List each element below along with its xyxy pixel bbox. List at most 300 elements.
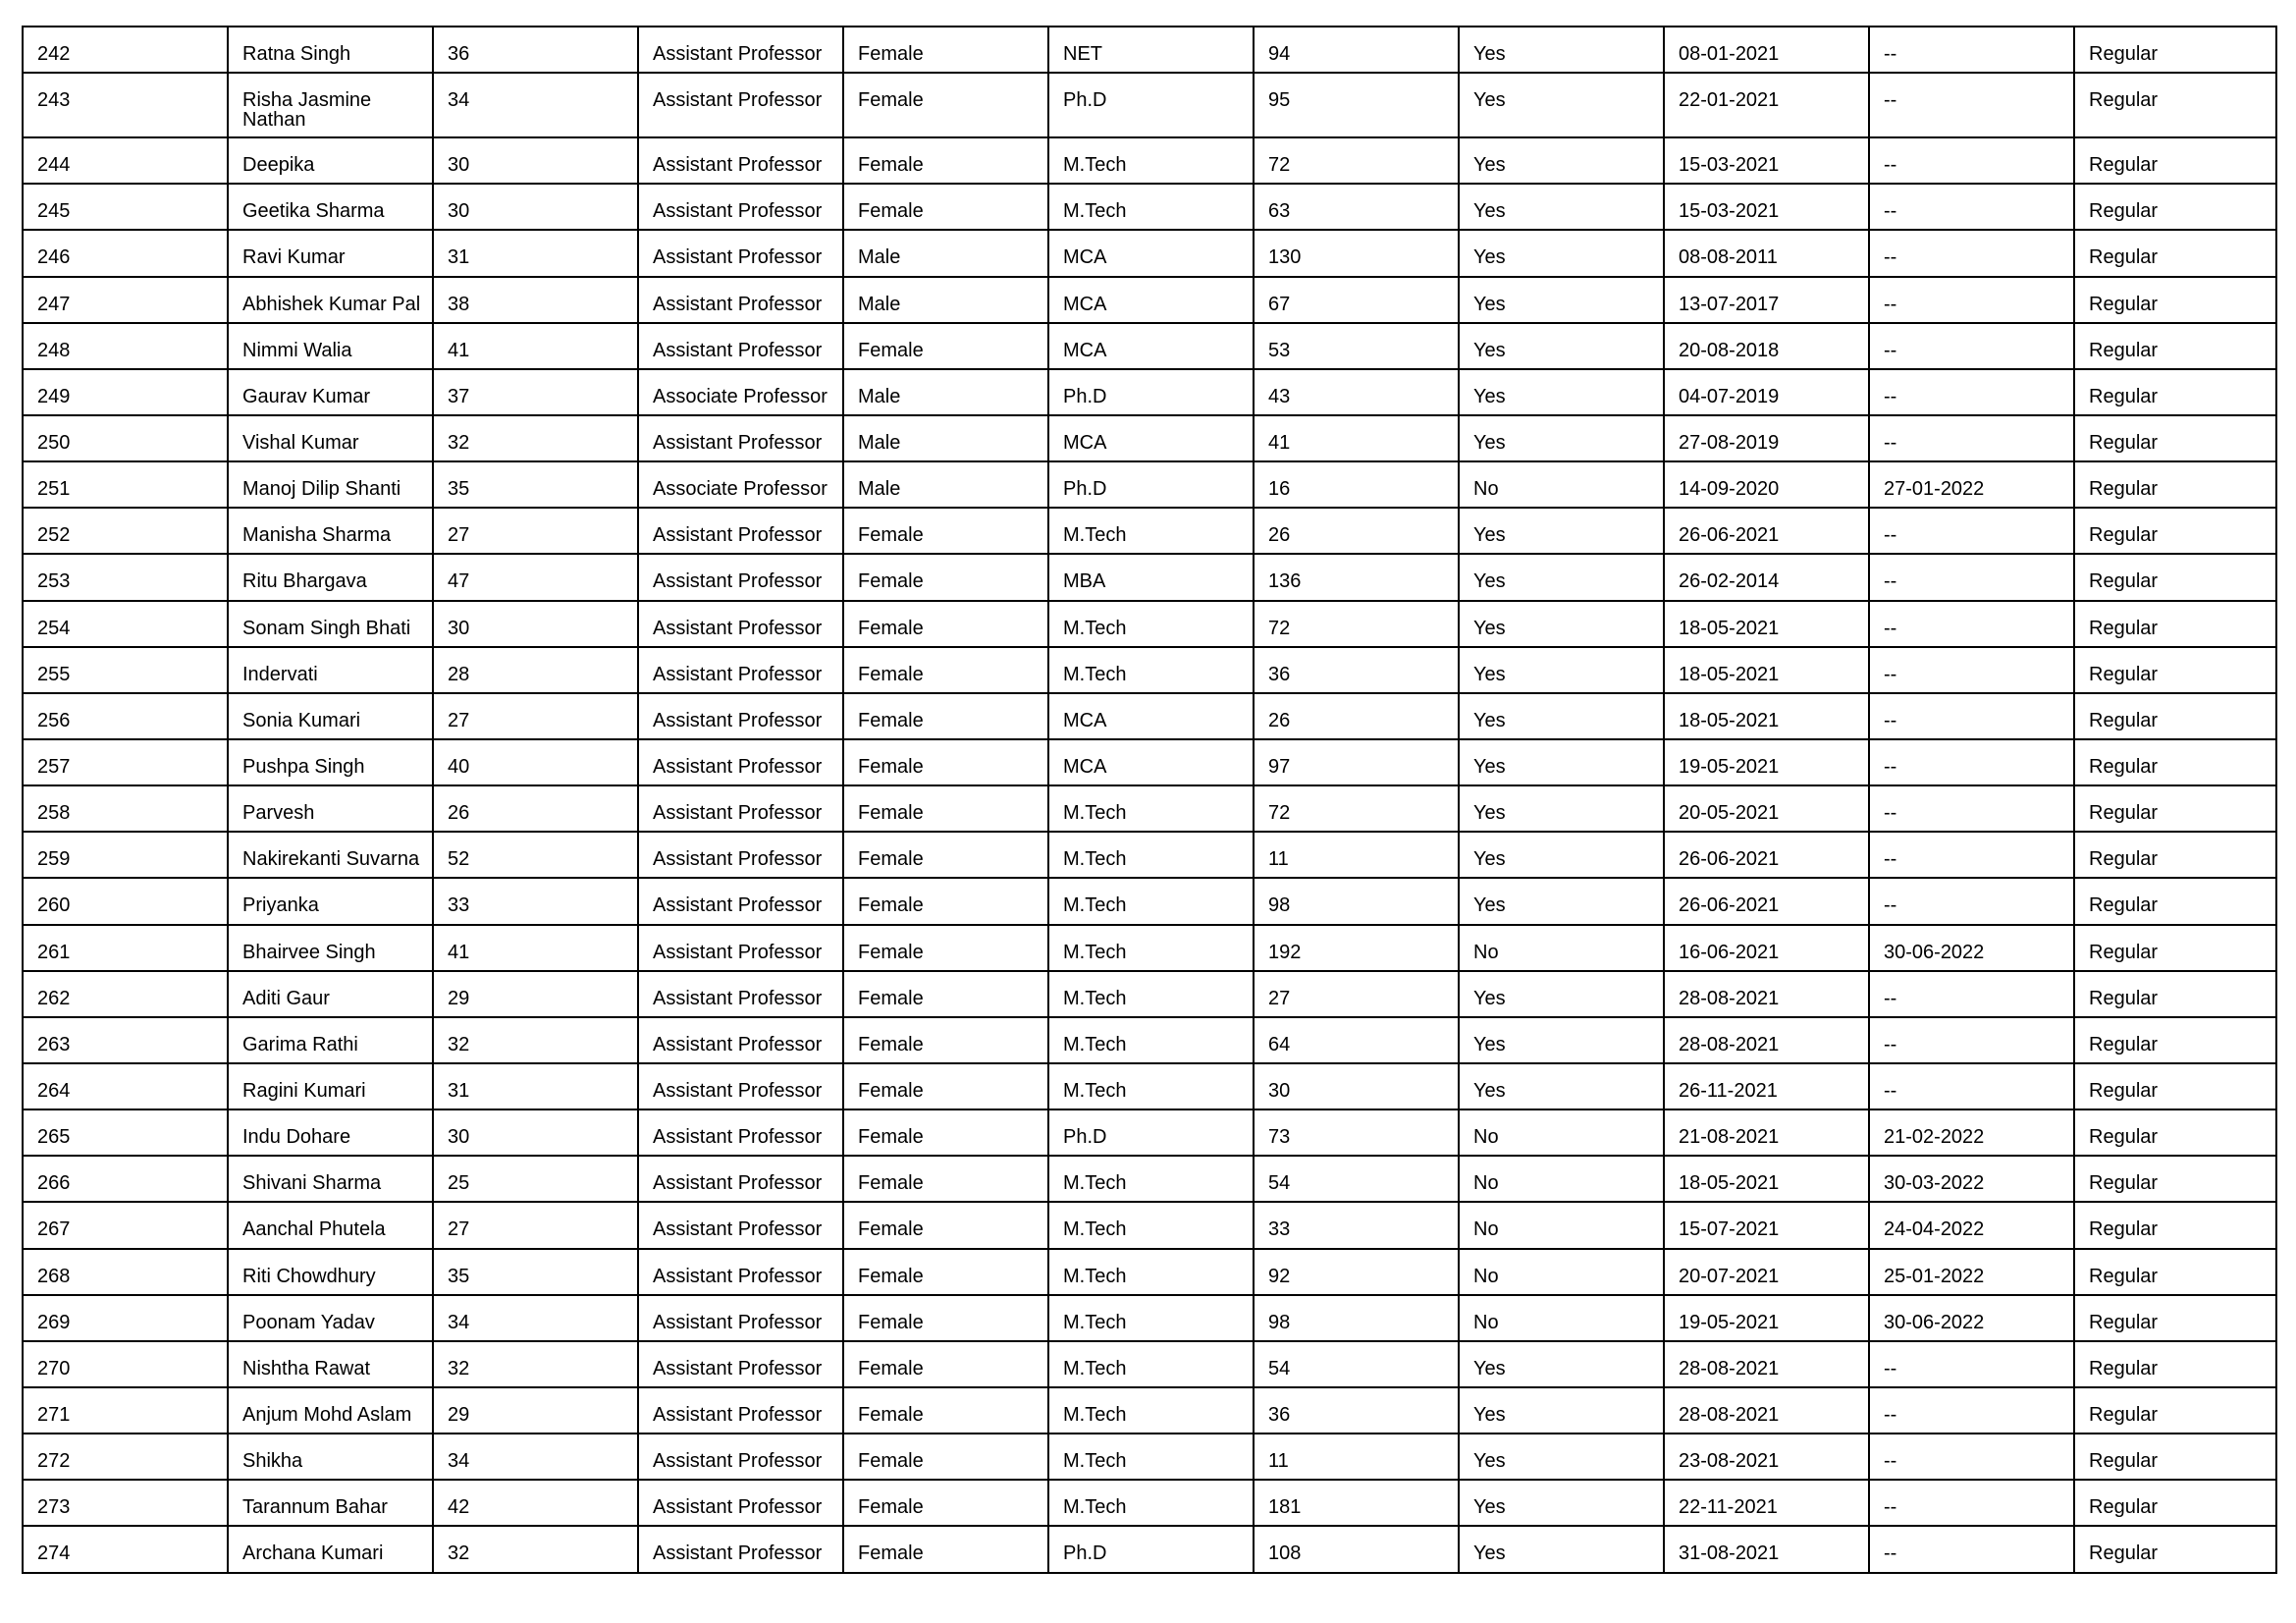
nature-of-appointment-cell (2074, 1156, 2276, 1202)
joining-date-cell (1664, 1156, 1869, 1202)
designation-cell (638, 925, 843, 971)
age: 52 (448, 848, 470, 871)
designation: Assistant Professor (653, 43, 823, 65)
age: 38 (448, 293, 470, 315)
serial-number-cell (23, 832, 228, 878)
joining-date: 22-11-2021 (1679, 1496, 1778, 1519)
table-row (23, 73, 2276, 137)
serial-number: 266 (37, 1172, 71, 1195)
experience-months-cell (1254, 1249, 1459, 1295)
serial-number-cell (23, 277, 228, 323)
qualification-cell (1048, 73, 1254, 137)
leaving-date: -- (1884, 894, 1897, 917)
age: 30 (448, 617, 470, 639)
gender: Female (858, 1542, 924, 1565)
serial-number: 255 (37, 663, 71, 685)
faculty-name: Indu Dohare (242, 1126, 351, 1149)
currently-working: Yes (1473, 755, 1506, 778)
age-cell (433, 73, 638, 137)
leaving-date: -- (1884, 1357, 1897, 1380)
joining-date-cell (1664, 785, 1869, 832)
designation-cell (638, 323, 843, 369)
qualification-cell (1048, 832, 1254, 878)
joining-date-cell (1664, 1387, 1869, 1434)
qualification-cell (1048, 1017, 1254, 1063)
gender: Female (858, 1496, 924, 1519)
nature-of-appointment-cell (2074, 785, 2276, 832)
joining-date-cell (1664, 323, 1869, 369)
currently-working: Yes (1473, 709, 1506, 731)
gender-cell (843, 1434, 1048, 1480)
currently-working-cell (1459, 693, 1664, 739)
joining-date: 20-05-2021 (1679, 802, 1780, 825)
qualification-cell (1048, 184, 1254, 230)
serial-number-cell (23, 1202, 228, 1248)
currently-working: Yes (1473, 570, 1506, 593)
qualification-cell (1048, 323, 1254, 369)
designation: Associate Professor (653, 478, 828, 501)
currently-working-cell (1459, 277, 1664, 323)
experience-months-cell (1254, 925, 1459, 971)
joining-date-cell (1664, 230, 1869, 276)
leaving-date: -- (1884, 1542, 1897, 1565)
serial-number-cell (23, 1295, 228, 1341)
currently-working-cell (1459, 1249, 1664, 1295)
nature-of-appointment-cell (2074, 1341, 2276, 1387)
designation: Assistant Professor (653, 1311, 823, 1333)
currently-working: No (1473, 941, 1499, 963)
qualification: M.Tech (1063, 524, 1127, 547)
table-row (23, 832, 2276, 878)
age: 27 (448, 1218, 470, 1241)
joining-date-cell (1664, 369, 1869, 415)
leaving-date-cell (1869, 1249, 2074, 1295)
joining-date: 19-05-2021 (1679, 755, 1780, 778)
gender: Female (858, 894, 924, 917)
gender-cell (843, 971, 1048, 1017)
nature-of-appointment-cell (2074, 601, 2276, 647)
age: 47 (448, 570, 470, 593)
serial-number: 273 (37, 1496, 71, 1519)
table-row (23, 508, 2276, 554)
designation-cell (638, 1341, 843, 1387)
leaving-date: -- (1884, 987, 1897, 1009)
currently-working-cell (1459, 1156, 1664, 1202)
designation: Assistant Professor (653, 802, 823, 825)
experience-months-cell (1254, 27, 1459, 73)
table-row (23, 1156, 2276, 1202)
table-row (23, 1526, 2276, 1572)
gender: Male (858, 293, 901, 315)
currently-working-cell (1459, 461, 1664, 508)
joining-date: 13-07-2017 (1679, 293, 1780, 315)
faculty-name: Shikha (242, 1450, 303, 1473)
age-cell (433, 693, 638, 739)
designation-cell (638, 739, 843, 785)
gender-cell (843, 137, 1048, 184)
joining-date: 23-08-2021 (1679, 1450, 1780, 1473)
experience-months-cell (1254, 1063, 1459, 1109)
experience-months: 97 (1268, 755, 1291, 778)
faculty-name-cell (228, 323, 433, 369)
currently-working: No (1473, 1265, 1499, 1287)
nature-of-appointment: Regular (2089, 524, 2159, 547)
gender: Male (858, 431, 901, 454)
joining-date-cell (1664, 1109, 1869, 1156)
leaving-date-cell (1869, 323, 2074, 369)
nature-of-appointment: Regular (2089, 246, 2159, 269)
age-cell (433, 230, 638, 276)
gender: Female (858, 524, 924, 547)
serial-number: 261 (37, 941, 71, 963)
nature-of-appointment-cell (2074, 1202, 2276, 1248)
experience-months: 94 (1268, 43, 1291, 65)
leaving-date: -- (1884, 524, 1897, 547)
faculty-name: Tarannum Bahar (242, 1496, 388, 1519)
age-cell (433, 601, 638, 647)
gender: Female (858, 154, 924, 177)
leaving-date: 25-01-2022 (1884, 1265, 1985, 1287)
nature-of-appointment: Regular (2089, 1218, 2159, 1241)
experience-months: 53 (1268, 339, 1291, 361)
currently-working: Yes (1473, 894, 1506, 917)
nature-of-appointment-cell (2074, 415, 2276, 461)
joining-date: 18-05-2021 (1679, 663, 1780, 685)
designation-cell (638, 461, 843, 508)
serial-number-cell (23, 739, 228, 785)
faculty-name-cell (228, 137, 433, 184)
currently-working-cell (1459, 832, 1664, 878)
designation: Assistant Professor (653, 293, 823, 315)
joining-date: 20-07-2021 (1679, 1265, 1780, 1287)
faculty-name: Vishal Kumar (242, 431, 359, 454)
age: 34 (448, 1311, 470, 1333)
currently-working-cell (1459, 554, 1664, 600)
experience-months: 41 (1268, 431, 1291, 454)
qualification-cell (1048, 461, 1254, 508)
nature-of-appointment-cell (2074, 1017, 2276, 1063)
designation-cell (638, 1434, 843, 1480)
designation: Assistant Professor (653, 663, 823, 685)
qualification-cell (1048, 1387, 1254, 1434)
joining-date: 28-08-2021 (1679, 987, 1780, 1009)
joining-date-cell (1664, 1434, 1869, 1480)
age-cell (433, 1249, 638, 1295)
nature-of-appointment-cell (2074, 277, 2276, 323)
age-cell (433, 554, 638, 600)
qualification: MCA (1063, 246, 1107, 269)
age-cell (433, 369, 638, 415)
faculty-name-cell (228, 878, 433, 924)
designation: Assistant Professor (653, 200, 823, 223)
table-row (23, 369, 2276, 415)
currently-working-cell (1459, 647, 1664, 693)
age: 28 (448, 663, 470, 685)
faculty-name: Ragini Kumari (242, 1079, 366, 1102)
leaving-date: -- (1884, 43, 1897, 65)
qualification: M.Tech (1063, 1403, 1127, 1426)
experience-months-cell (1254, 230, 1459, 276)
designation: Assistant Professor (653, 1357, 823, 1380)
designation: Assistant Professor (653, 431, 823, 454)
experience-months-cell (1254, 461, 1459, 508)
qualification: MCA (1063, 339, 1107, 361)
faculty-name: Nakirekanti Suvarna (242, 848, 420, 871)
leaving-date-cell (1869, 1156, 2074, 1202)
nature-of-appointment: Regular (2089, 385, 2159, 407)
faculty-name-cell (228, 785, 433, 832)
nature-of-appointment: Regular (2089, 1357, 2159, 1380)
qualification-cell (1048, 1295, 1254, 1341)
gender-cell (843, 1480, 1048, 1526)
experience-months: 54 (1268, 1357, 1291, 1380)
gender-cell (843, 785, 1048, 832)
experience-months: 92 (1268, 1265, 1291, 1287)
joining-date-cell (1664, 73, 1869, 137)
leaving-date-cell (1869, 277, 2074, 323)
experience-months: 108 (1268, 1542, 1302, 1565)
designation: Assistant Professor (653, 1172, 823, 1195)
qualification-cell (1048, 971, 1254, 1017)
nature-of-appointment-cell (2074, 27, 2276, 73)
age: 30 (448, 200, 470, 223)
serial-number: 252 (37, 524, 71, 547)
experience-months-cell (1254, 1295, 1459, 1341)
age-cell (433, 1480, 638, 1526)
age-cell (433, 1063, 638, 1109)
table-row (23, 878, 2276, 924)
faculty-name-cell (228, 1434, 433, 1480)
leaving-date-cell (1869, 1387, 2074, 1434)
qualification-cell (1048, 1156, 1254, 1202)
qualification: M.Tech (1063, 663, 1127, 685)
experience-months: 26 (1268, 709, 1291, 731)
age-cell (433, 878, 638, 924)
joining-date-cell (1664, 1249, 1869, 1295)
nature-of-appointment: Regular (2089, 478, 2159, 501)
designation: Assistant Professor (653, 1542, 823, 1565)
faculty-name: Archana Kumari (242, 1542, 384, 1565)
leaving-date: -- (1884, 802, 1897, 825)
qualification: Ph.D (1063, 1126, 1107, 1149)
designation: Assistant Professor (653, 1450, 823, 1473)
experience-months: 130 (1268, 246, 1302, 269)
nature-of-appointment-cell (2074, 1249, 2276, 1295)
serial-number: 264 (37, 1079, 71, 1102)
faculty-name-cell (228, 1109, 433, 1156)
designation-cell (638, 1387, 843, 1434)
designation-cell (638, 27, 843, 73)
nature-of-appointment-cell (2074, 878, 2276, 924)
gender: Female (858, 1450, 924, 1473)
serial-number: 254 (37, 617, 71, 639)
designation-cell (638, 73, 843, 137)
nature-of-appointment-cell (2074, 971, 2276, 1017)
currently-working: Yes (1473, 246, 1506, 269)
joining-date-cell (1664, 832, 1869, 878)
age-cell (433, 647, 638, 693)
leaving-date-cell (1869, 184, 2074, 230)
currently-working-cell (1459, 27, 1664, 73)
table-row (23, 27, 2276, 73)
age: 35 (448, 1265, 470, 1287)
leaving-date: -- (1884, 1450, 1897, 1473)
qualification-cell (1048, 1063, 1254, 1109)
age: 29 (448, 1403, 470, 1426)
experience-months-cell (1254, 601, 1459, 647)
joining-date-cell (1664, 277, 1869, 323)
joining-date-cell (1664, 184, 1869, 230)
gender-cell (843, 1063, 1048, 1109)
serial-number-cell (23, 1434, 228, 1480)
faculty-name: Gaurav Kumar (242, 385, 371, 407)
experience-months-cell (1254, 1387, 1459, 1434)
currently-working-cell (1459, 1202, 1664, 1248)
nature-of-appointment-cell (2074, 1387, 2276, 1434)
gender: Female (858, 1311, 924, 1333)
leaving-date: -- (1884, 709, 1897, 731)
faculty-name-cell (228, 369, 433, 415)
faculty-name-cell (228, 554, 433, 600)
age-cell (433, 1017, 638, 1063)
faculty-table-body (23, 27, 2276, 1573)
qualification: M.Tech (1063, 1079, 1127, 1102)
nature-of-appointment: Regular (2089, 1126, 2159, 1149)
nature-of-appointment-cell (2074, 554, 2276, 600)
serial-number: 248 (37, 339, 71, 361)
experience-months: 72 (1268, 617, 1291, 639)
faculty-name-cell (228, 1063, 433, 1109)
experience-months-cell (1254, 832, 1459, 878)
faculty-name: Aditi Gaur (242, 987, 330, 1009)
joining-date-cell (1664, 925, 1869, 971)
experience-months: 36 (1268, 663, 1291, 685)
serial-number-cell (23, 184, 228, 230)
nature-of-appointment: Regular (2089, 200, 2159, 223)
faculty-name-cell (228, 1387, 433, 1434)
experience-months-cell (1254, 1109, 1459, 1156)
currently-working: Yes (1473, 431, 1506, 454)
table-row (23, 1017, 2276, 1063)
faculty-name-cell (228, 693, 433, 739)
leaving-date: 30-06-2022 (1884, 1311, 1985, 1333)
qualification-cell (1048, 785, 1254, 832)
currently-working-cell (1459, 1387, 1664, 1434)
gender-cell (843, 1387, 1048, 1434)
qualification: M.Tech (1063, 941, 1127, 963)
currently-working-cell (1459, 1341, 1664, 1387)
gender: Female (858, 1403, 924, 1426)
currently-working-cell (1459, 508, 1664, 554)
leaving-date-cell (1869, 415, 2074, 461)
qualification: M.Tech (1063, 1172, 1127, 1195)
currently-working-cell (1459, 1434, 1664, 1480)
table-row (23, 739, 2276, 785)
table-row (23, 137, 2276, 184)
designation-cell (638, 785, 843, 832)
leaving-date-cell (1869, 693, 2074, 739)
experience-months-cell (1254, 415, 1459, 461)
qualification: M.Tech (1063, 1496, 1127, 1519)
designation-cell (638, 1202, 843, 1248)
serial-number: 245 (37, 200, 71, 223)
joining-date: 26-11-2021 (1679, 1079, 1778, 1102)
nature-of-appointment: Regular (2089, 1172, 2159, 1195)
gender-cell (843, 323, 1048, 369)
joining-date: 26-06-2021 (1679, 524, 1780, 547)
gender-cell (843, 1526, 1048, 1572)
designation-cell (638, 369, 843, 415)
age: 30 (448, 154, 470, 177)
currently-working-cell (1459, 73, 1664, 137)
experience-months: 98 (1268, 894, 1291, 917)
age: 41 (448, 339, 470, 361)
qualification: M.Tech (1063, 848, 1127, 871)
currently-working-cell (1459, 1526, 1664, 1572)
joining-date: 15-03-2021 (1679, 154, 1780, 177)
nature-of-appointment-cell (2074, 1526, 2276, 1572)
qualification-cell (1048, 739, 1254, 785)
table-row (23, 1063, 2276, 1109)
experience-months: 27 (1268, 987, 1291, 1009)
experience-months-cell (1254, 1526, 1459, 1572)
faculty-name: Deepika (242, 154, 315, 177)
designation-cell (638, 832, 843, 878)
gender-cell (843, 1156, 1048, 1202)
joining-date: 31-08-2021 (1679, 1542, 1780, 1565)
serial-number-cell (23, 601, 228, 647)
currently-working: Yes (1473, 1033, 1506, 1055)
qualification-cell (1048, 1480, 1254, 1526)
qualification: Ph.D (1063, 1542, 1107, 1565)
nature-of-appointment: Regular (2089, 987, 2159, 1009)
faculty-name: Manoj Dilip Shanti (242, 478, 401, 501)
designation: Assistant Professor (653, 246, 823, 269)
currently-working-cell (1459, 971, 1664, 1017)
qualification-cell (1048, 554, 1254, 600)
gender-cell (843, 369, 1048, 415)
joining-date: 04-07-2019 (1679, 385, 1780, 407)
table-row (23, 1480, 2276, 1526)
nature-of-appointment-cell (2074, 1480, 2276, 1526)
joining-date: 28-08-2021 (1679, 1357, 1780, 1380)
gender-cell (843, 27, 1048, 73)
leaving-date-cell (1869, 508, 2074, 554)
age: 31 (448, 246, 470, 269)
faculty-name: Risha Jasmine Nathan (242, 89, 372, 132)
experience-months: 181 (1268, 1496, 1302, 1519)
faculty-name-cell (228, 925, 433, 971)
designation: Assistant Professor (653, 709, 823, 731)
currently-working: Yes (1473, 385, 1506, 407)
faculty-name: Poonam Yadav (242, 1311, 375, 1333)
age: 32 (448, 1033, 470, 1055)
experience-months-cell (1254, 184, 1459, 230)
leaving-date-cell (1869, 1202, 2074, 1248)
faculty-name: Sonia Kumari (242, 709, 361, 731)
joining-date: 28-08-2021 (1679, 1403, 1780, 1426)
faculty-name-cell (228, 27, 433, 73)
serial-number-cell (23, 1017, 228, 1063)
gender-cell (843, 1017, 1048, 1063)
qualification-cell (1048, 693, 1254, 739)
qualification-cell (1048, 1109, 1254, 1156)
faculty-name-cell (228, 601, 433, 647)
designation: Assistant Professor (653, 570, 823, 593)
designation: Assistant Professor (653, 941, 823, 963)
faculty-name-cell (228, 508, 433, 554)
qualification: M.Tech (1063, 617, 1127, 639)
